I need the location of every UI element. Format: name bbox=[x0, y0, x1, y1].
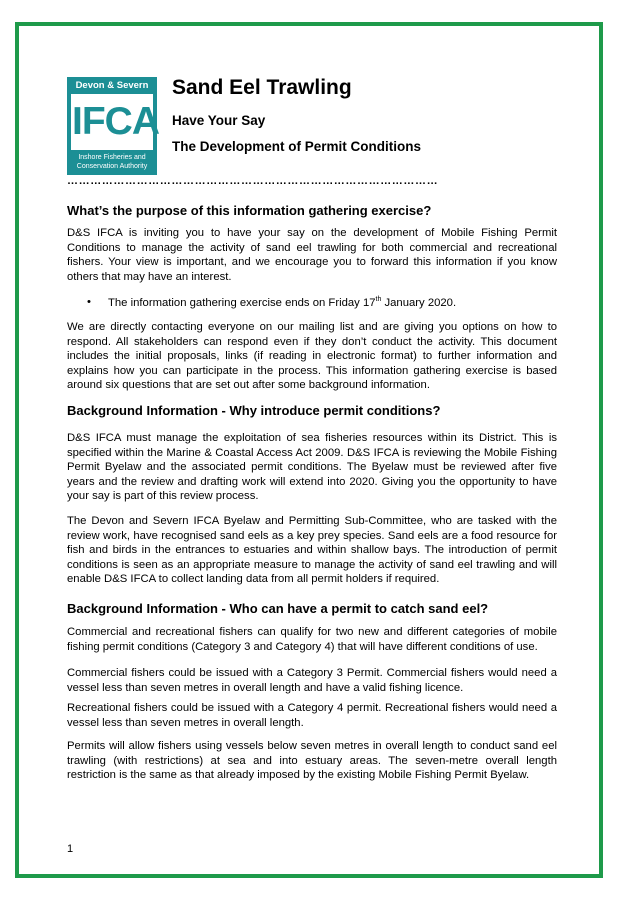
who-paragraph-3: Recreational fishers could be issued with a Category 4 permit. Recreational fishers would need a vessel less than seven metres in overall length. bbox=[67, 702, 557, 729]
why-paragraph-1: D&S IFCA must manage the exploitation of sea fisheries resources within its District. This is specified within the Marine & Coastal Access Act 2009. D&S IFCA is reviewing the Mobile Fishing Permit Byelaw and the associated permit conditions. The Byelaw must be reviewed after five years and the review and drafting work will extend into 2020. Giving you the opportunity to have your say is part of this review process. bbox=[67, 432, 557, 502]
why-paragraph-2: The Devon and Severn IFCA Byelaw and Permitting Sub-Committee, who are tasked with the review work, have recognised sand eels as a key prey species. Sand eels are a food resource for fish and birds in the entrances to estuaries and within shallow bays. The introduction of permit conditions is seen as an appropriate measure to manage the activity of sand eel trawling and will enable D&S IFCA to collect landing data from all permit holders if required. bbox=[67, 515, 557, 585]
logo-top-text: Devon & Severn bbox=[75, 80, 149, 91]
document-title: Sand Eel Trawling bbox=[172, 76, 352, 99]
purpose-paragraph-1: D&S IFCA is inviting you to have your say on the development of Mobile Fishing Permit Conditions to manage the activity of sand eel trawling for both commercial and recreational fishers. Your view is important, and we encourage you to forward this information if you know others that may have an interest. bbox=[67, 227, 557, 283]
deadline-text-end: January 2020. bbox=[381, 296, 457, 309]
who-paragraph-1: Commercial and recreational fishers can qualify for two new and different categories of mobile fishing permit conditions (Category 3 and Category 4) that will have different conditions of use. bbox=[67, 626, 557, 653]
page-number: 1 bbox=[67, 843, 74, 855]
who-heading: Background Information - Who can have a permit to catch sand eel? bbox=[67, 601, 489, 616]
deadline-ordinal: th bbox=[375, 296, 382, 303]
document-subtitle-2: The Development of Permit Conditions bbox=[172, 139, 422, 154]
purpose-paragraph-2: We are directly contacting everyone on our mailing list and are giving you options on how to respond. All stakeholders can respond even if they don’t conduct the activity. This document includes the initial proposals, links (if reading in electronic format) to further information and explains how you can participate in the process. This information gathering exercise is based around six questions that are set out after some background information. bbox=[67, 321, 557, 391]
deadline-bullet bbox=[108, 296, 456, 309]
who-paragraph-4: Permits will allow fishers using vessels below seven metres in overall length to conduct sand eel trawling (with restrictions) at sea and into estuary areas. The seven-metre overall length restriction is the same as that already imposed by the existing Mobile Fishing Permit Byelaw. bbox=[67, 740, 557, 781]
ifca-logo bbox=[67, 77, 157, 175]
why-heading: Background Information - Why introduce permit conditions? bbox=[67, 403, 441, 418]
logo-caption-line2: Conservation Authority bbox=[76, 163, 148, 170]
logo-mark-box bbox=[71, 94, 159, 150]
bullet-icon: • bbox=[87, 296, 91, 308]
who-paragraph-2: Commercial fishers could be issued with a Category 3 Permit. Commercial fishers would need a vessel less than seven metres in overall length and have a valid fishing licence. bbox=[67, 667, 557, 694]
logo-caption-line1: Inshore Fisheries and bbox=[78, 154, 146, 161]
logo-mark: IFCA bbox=[72, 100, 159, 143]
dotted-divider: …………………………………………………………………………………… bbox=[67, 175, 439, 187]
document-subtitle: Have Your Say bbox=[172, 113, 266, 128]
purpose-heading: What’s the purpose of this information gathering exercise? bbox=[67, 203, 432, 218]
logo-caption bbox=[67, 153, 157, 171]
deadline-text: The information gathering exercise ends on Friday 17 bbox=[108, 296, 376, 309]
